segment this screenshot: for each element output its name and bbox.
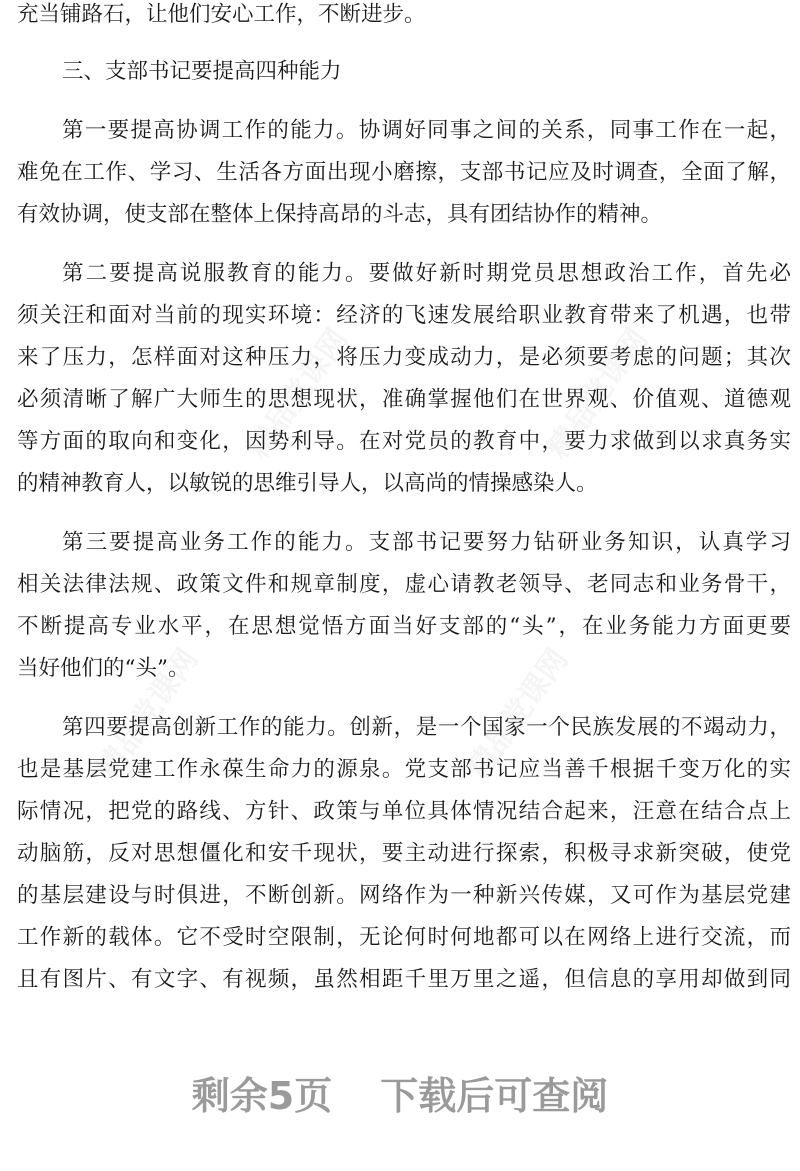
paragraph (17, 522, 791, 690)
text-line: 三、支部书记要提高四种能力 (62, 59, 342, 84)
section-heading (17, 51, 791, 93)
text-line: 必须清晰了解广大师生的思想现状，准确掌握他们在世界观、价值观、道德观 (17, 387, 791, 412)
text-line: 第四要提高创新工作的能力。创新，是一个国家一个民族发展的不竭动力， (62, 715, 791, 740)
text-line: 不断提高专业水平，在思想觉悟方面当好支部的“头”，在业务能力方面更要 (17, 614, 791, 639)
text-line: 有效协调，使支部在整体上保持高昂的斗志，具有团结协作的精神。 (17, 202, 663, 227)
text-line: 工作新的载体。它不受时空限制，无论何时何地都可以在网络上进行交流，而 (17, 925, 791, 950)
paragraph (17, 0, 791, 36)
paragraph (17, 110, 791, 236)
download-banner[interactable] (0, 1065, 800, 1120)
download-to-view-text[interactable]: 下载后可查阅 (380, 1074, 609, 1118)
text-line: 充当铺路石，让他们安心工作，不断进步。 (17, 2, 426, 27)
text-line: 且有图片、有文字、有视频，虽然相距千里万里之遥，但信息的享用却做到同 (17, 967, 791, 992)
remaining-pages-text[interactable]: 剩余5页 (191, 1074, 333, 1118)
text-line: 的精神教育人，以敏锐的思维引导人，以高尚的情操感染人。 (17, 471, 598, 496)
text-line: 动脑筋，反对思想僵化和安千现状，要主动进行探索，积极寻求新突破，使党 (17, 841, 791, 866)
text-line: 第二要提高说服教育的能力。要做好新时期党员思想政治工作，首先必 (62, 261, 791, 286)
text-line: 际情况，把党的路线、方针、政策与单位具体情况结合起来，汪意在结合点上 (17, 799, 791, 824)
paragraph (17, 707, 791, 1001)
text-line: 的基层建设与时俱进，不断创新。网络作为一种新兴传媒，又可作为基层党建 (17, 883, 791, 908)
text-line: 等方面的取向和变化，因势利导。在对党员的教育中，要力求做到以求真务实 (17, 429, 791, 454)
text-line: 第一要提高协调工作的能力。协调好同事之间的关系，同事工作在一起， (62, 118, 791, 143)
text-line: 第三要提高业务工作的能力。支部书记要努力钻研业务知识，认真学习 (62, 530, 791, 555)
text-line: 难免在工作、学习、生活各方面出现小磨擦，支部书记应及时调查，全面了解， (17, 160, 791, 185)
text-line: 来了压力，怎样面对这种压力，将压力变成动力，是必须要考虑的问题；其次 (17, 345, 791, 370)
text-line: 须关汪和面对当前的现实环境：经济的飞速发展给职业教育带来了机遇，也带 (17, 303, 791, 328)
paragraph (17, 253, 791, 505)
text-line: 相关法律法规、政策文件和规章制度，虚心请教老领导、老同志和业务骨干， (17, 572, 791, 597)
text-line: 也是基层党建工作永葆生命力的源泉。党支部书记应当善千根据千变万化的实 (17, 757, 791, 782)
text-line: 当好他们的“头”。 (17, 656, 190, 681)
document-body (17, 0, 791, 1001)
